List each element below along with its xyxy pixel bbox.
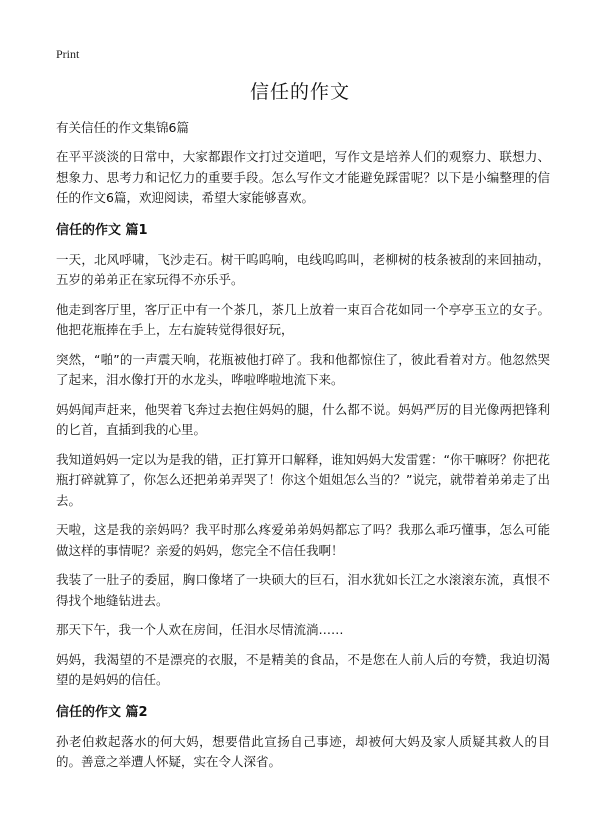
page-title: 信任的作文 — [249, 81, 350, 103]
paragraph: 我知道妈妈一定以为是我的错，正打算开口解释，谁知妈妈大发雷霆：“你干嘛呀？你把花瓶打碎就算了，你怎么还把弟弟弄哭了！你这个姐姐怎么当的？”说完，就带着弟弟走了出去。 — [56, 451, 550, 508]
paragraph: 妈妈闻声赶来，他哭着飞奔过去抱住妈妈的腿，什么都不说。妈妈严厉的目光像两把锋利的匕首，直插到我的心里。 — [56, 401, 550, 437]
paragraph: 他走到客厅里，客厅正中有一个茶几，茶几上放着一束百合花如同一个亭亭玉立的女子。他把花瓶捧在手上，左右旋转觉得很好玩， — [56, 301, 550, 337]
paragraph: 突然，“啪”的一声震天响，花瓶被他打碎了。我和他都惊住了，彼此看着对方。他忽然哭了起来，泪水像打开的水龙头，哗啦哗啦地流下来。 — [56, 351, 550, 387]
paragraph: 那天下午，我一个人欢在房间，任泪水尽情流淌…… — [56, 622, 344, 637]
article-body — [56, 118, 550, 782]
section-heading: 信任的作文 篇2 — [56, 704, 148, 720]
paragraph: 妈妈，我渴望的不是漂亮的衣服，不是精美的食品，不是您在人前人后的夸赞，我迫切渴望的是妈妈的信任。 — [56, 651, 550, 687]
paragraph: 孙老伯救起落水的何大妈，想要借此宣扬自己事迹，却被何大妈及家人质疑其救人的目的。善意之举遭人怀疑，实在令人深省。 — [56, 733, 550, 769]
article-subtitle: 有关信任的作文集锦6篇 — [56, 120, 189, 135]
intro-paragraph: 在平平淡淡的日常中，大家都跟作文打过交道吧，写作文是培养人们的观察力、联想力、想象力、思考力和记忆力的重要手段。怎么写作文才能避免踩雷呢？以下是小编整理的信任的作文6篇，欢迎阅读，希望大家能够喜欢。 — [56, 149, 550, 205]
paragraph: 一天，北风呼啸，飞沙走石。树干呜呜响，电线呜呜叫，老柳树的枝条被刮的来回抽动，五岁的弟弟正在家玩得不亦乐乎。 — [56, 251, 550, 287]
section-heading: 信任的作文 篇1 — [56, 222, 148, 238]
paragraph: 我装了一肚子的委屈，胸口像堵了一块硕大的巨石，泪水犹如长江之水滚滚东流，真恨不得找个地缝钻进去。 — [56, 572, 550, 608]
paragraph: 天啦，这是我的亲妈吗？我平时那么疼爱弟弟妈妈都忘了吗？我那么乖巧懂事，怎么可能做这样的事情呢？亲爱的妈妈，您完全不信任我啊！ — [56, 522, 550, 558]
print-link[interactable]: Print — [56, 47, 80, 61]
